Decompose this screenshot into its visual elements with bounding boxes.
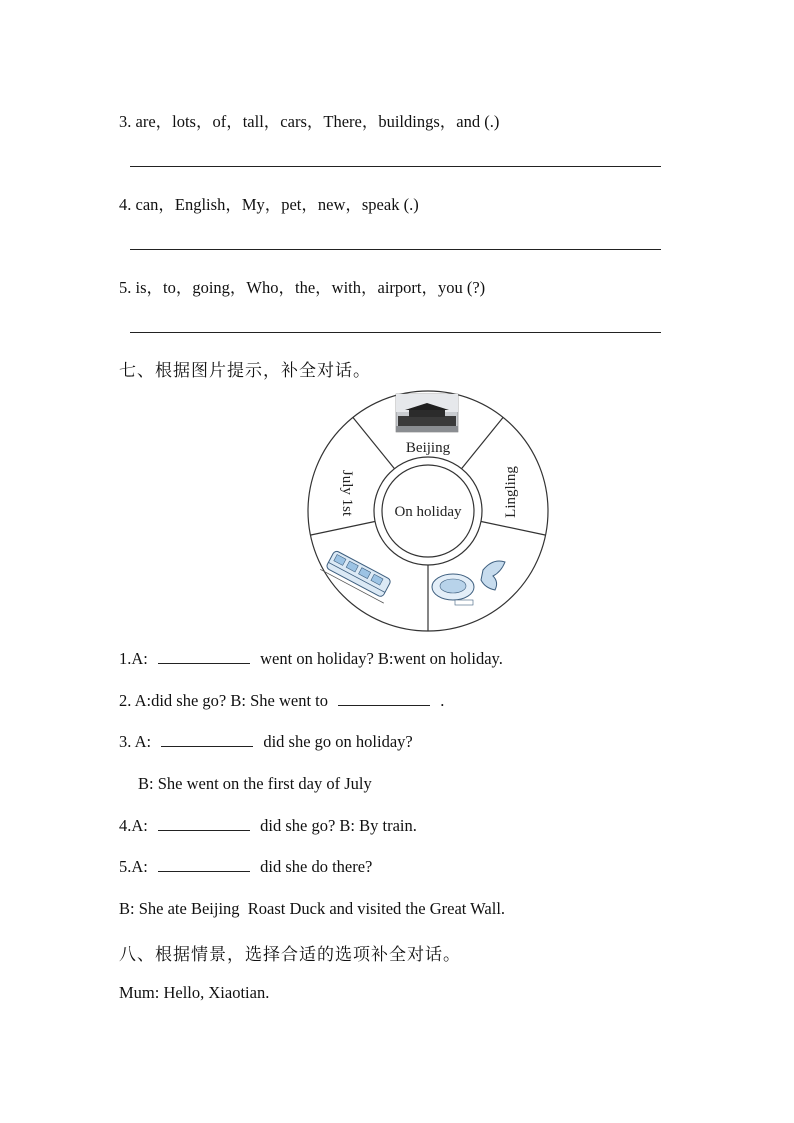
q1-prefix: 1.A: — [119, 649, 148, 668]
q4-suffix: did she go? B: By train. — [260, 816, 417, 835]
blank-q3[interactable] — [161, 732, 253, 747]
blank-q4[interactable] — [158, 816, 250, 831]
q3-suffix: did she go on holiday? — [263, 732, 413, 751]
blank-q5[interactable] — [158, 857, 250, 872]
answer-line-4[interactable] — [130, 249, 661, 250]
dialogue-q5 — [119, 857, 372, 877]
question-4-text: 4. can，English，My，pet，new，speak (.) — [119, 195, 419, 214]
question-3-text: 3. are，lots，of，tall，cars，There，buildings，and (.) — [119, 112, 500, 131]
dialogue-final-answer: B: She ate Beijing Roast Duck and visited the Great Wall. — [119, 899, 506, 918]
answer-line-3[interactable] — [130, 166, 661, 167]
wheel-center-label: On holiday — [394, 504, 462, 520]
wheel-label-person: Lingling — [503, 466, 519, 518]
tiananmen-image — [396, 394, 458, 432]
section-7-heading: 七、根据图片提示，补全对话。 — [119, 361, 371, 381]
dialogue-q3-answer: B: She went on the first day of July — [138, 774, 372, 793]
section-8-heading: 八、根据情景，选择合适的选项补全对话。 — [119, 945, 461, 965]
q1-suffix: went on holiday? B:went on holiday. — [260, 649, 503, 668]
dialogue-q1 — [119, 649, 503, 669]
answer-line-5[interactable] — [130, 332, 661, 333]
q5-suffix: did she do there? — [260, 857, 373, 876]
dialogue-q3 — [119, 732, 413, 752]
blank-q2[interactable] — [338, 691, 430, 706]
blank-q1[interactable] — [158, 649, 250, 664]
q3-prefix: 3. A: — [119, 732, 152, 751]
section-8-dialogue-line: Mum: Hello, Xiaotian. — [119, 983, 270, 1002]
q5-prefix: 5.A: — [119, 857, 148, 876]
wheel-label-date: July 1st — [339, 469, 355, 517]
holiday-wheel-diagram — [305, 390, 551, 632]
wheel-label-beijing: Beijing — [405, 440, 451, 456]
question-5-text: 5. is，to，going，Who，the，with，airport，you (?) — [119, 278, 486, 297]
dialogue-q2 — [119, 691, 444, 711]
q4-prefix: 4.A: — [119, 816, 148, 835]
dialogue-q4 — [119, 816, 417, 836]
q2-suffix: . — [440, 691, 445, 710]
q2-prefix: 2. A:did she go? B: She went to — [119, 691, 328, 710]
